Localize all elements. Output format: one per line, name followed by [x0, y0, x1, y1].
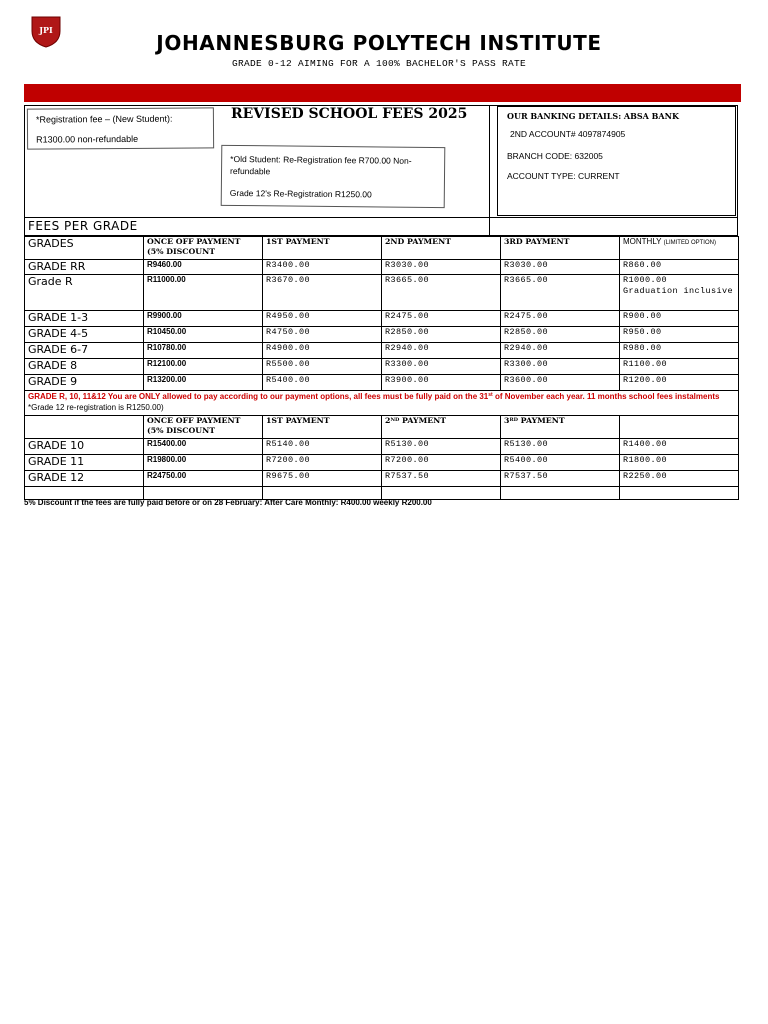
grade-cell: GRADE 9: [25, 375, 144, 391]
monthly-cell: R1100.00: [620, 359, 739, 375]
payment-notice: [25, 391, 739, 416]
third-payment-cell: R3030.00: [501, 260, 620, 275]
once-off-cell: R10450.00: [144, 327, 263, 343]
registration-line-1: *Registration fee – (New Student):: [35, 113, 173, 125]
once-off-cell: R15400.00: [144, 439, 263, 455]
table-row: [25, 439, 739, 455]
first-payment-cell: R5500.00: [263, 359, 382, 375]
once-off-header: ONCE OFF PAYMENT (5% DISCOUNT: [144, 237, 263, 260]
once-off-cell: R24750.00: [144, 471, 263, 487]
first-payment-cell: R7200.00: [263, 455, 382, 471]
third-payment-cell: R3600.00: [501, 375, 620, 391]
logo-text: JPI: [39, 25, 53, 35]
monthly-cell: R860.00: [620, 260, 739, 275]
first-payment-cell: R5140.00: [263, 439, 382, 455]
monthly-header-label: MONTHLY: [623, 237, 662, 246]
banking-heading: OUR BANKING DETAILS: ABSA BANK: [507, 111, 679, 121]
monthly-cell: R900.00: [620, 311, 739, 327]
first-payment-cell: R3670.00: [263, 275, 382, 311]
second-payment-cell: R3665.00: [382, 275, 501, 311]
notice-red-text-2: of November each year. 11 months school fees instalments: [492, 392, 720, 401]
third-payment-cell: R2940.00: [501, 343, 620, 359]
school-subtitle: GRADE 0-12 AIMING FOR A 100% BACHELOR'S PASS RATE: [231, 58, 527, 69]
once-off-cell: R12100.00: [144, 359, 263, 375]
first-payment-cell: R4900.00: [263, 343, 382, 359]
monthly-value: R1000.00: [623, 275, 668, 285]
banking-account-type: ACCOUNT TYPE: CURRENT: [507, 171, 620, 181]
once-off-cell: R9460.00: [144, 260, 263, 275]
second-sup: ND: [390, 417, 400, 423]
table-row: [25, 260, 739, 275]
banking-account: 2ND ACCOUNT# 4097874905: [510, 129, 626, 139]
grade-cell: GRADE 12: [25, 471, 144, 487]
third-word: PAYMENT: [517, 416, 565, 425]
second-payment-cell: R2850.00: [382, 327, 501, 343]
monthly-cell: R2250.00: [620, 471, 739, 487]
grade-cell: GRADE 11: [25, 455, 144, 471]
first-payment-cell: R9675.00: [263, 471, 382, 487]
old-student-line-2: refundable: [229, 166, 271, 177]
third-payment-cell: R3665.00: [501, 275, 620, 311]
grades-header: GRADES: [25, 237, 144, 260]
empty-cell: [620, 487, 739, 500]
frame-divider: [489, 105, 490, 236]
third-payment-cell: R5400.00: [501, 455, 620, 471]
second-word: PAYMENT: [399, 416, 447, 425]
empty-header-cell: [25, 416, 144, 439]
banking-branch: BRANCH CODE: 632005: [507, 151, 603, 161]
third-payment-cell: R2850.00: [501, 327, 620, 343]
grade-cell: GRADE 4-5: [25, 327, 144, 343]
third-payment-cell: R2475.00: [501, 311, 620, 327]
old-student-box: [221, 145, 446, 208]
revised-fees-title: REVISED SCHOOL FEES 2025: [231, 106, 468, 122]
second-payment-cell: R3300.00: [382, 359, 501, 375]
table-row: [25, 375, 739, 391]
red-divider-bar: [24, 84, 741, 102]
once-off-cell: R13200.00: [144, 375, 263, 391]
grade-cell: GRADE 1-3: [25, 311, 144, 327]
notice-superscript: st: [488, 392, 493, 398]
second-payment-cell: R7537.50: [382, 471, 501, 487]
notice-black-text: *Grade 12 re-registration is R1250.00): [28, 403, 164, 412]
grade-cell: GRADE 6-7: [25, 343, 144, 359]
second-payment-cell: R2475.00: [382, 311, 501, 327]
monthly-cell: [620, 275, 739, 311]
monthly-cell: R980.00: [620, 343, 739, 359]
first-payment-cell: R4750.00: [263, 327, 382, 343]
first-payment-cell: R5400.00: [263, 375, 382, 391]
fees-table: [24, 236, 739, 500]
monthly-cell: R1400.00: [620, 439, 739, 455]
table-row: [25, 471, 739, 487]
second-payment-cell: R3030.00: [382, 260, 501, 275]
table-row: [25, 343, 739, 359]
table-row: [25, 311, 739, 327]
table-row: [25, 359, 739, 375]
once-off-cell: R9900.00: [144, 311, 263, 327]
empty-cell: [501, 487, 620, 500]
third-num: 3: [504, 416, 510, 425]
second-payment-header: 2ND PAYMENT: [382, 237, 501, 260]
monthly-header-sub: (LIMITED OPTION): [663, 240, 716, 246]
once-off-cell: R11000.00: [144, 275, 263, 311]
second-payment-cell: R7200.00: [382, 455, 501, 471]
notice-row: [25, 391, 739, 416]
registration-line-2: R1300.00 non-refundable: [36, 133, 139, 145]
third-sup: RD: [509, 417, 518, 423]
grade-cell: GRADE RR: [25, 260, 144, 275]
notice-red-text-1: GRADE R, 10, 11&12 You are ONLY allowed to pay according to our payment options, all fees must be fully paid on the 31: [28, 392, 489, 401]
first-payment-header-2: 1ST PAYMENT: [263, 416, 382, 439]
empty-monthly-header-cell: [620, 416, 739, 439]
school-title: JOHANNESBURG POLYTECH INSTITUTE: [156, 31, 602, 55]
third-payment-header-2: [501, 416, 620, 439]
grade-cell: GRADE 10: [25, 439, 144, 455]
first-payment-cell: R4950.00: [263, 311, 382, 327]
banking-details-box: [497, 106, 736, 216]
monthly-cell: R1200.00: [620, 375, 739, 391]
second-num: 2: [385, 416, 391, 425]
first-payment-header: 1ST PAYMENT: [263, 237, 382, 260]
table-row: [25, 455, 739, 471]
once-off-cell: R10780.00: [144, 343, 263, 359]
monthly-header: [620, 237, 739, 260]
third-payment-cell: R7537.50: [501, 471, 620, 487]
old-student-line-1: *Old Student: Re-Registration fee R700.00 Non-: [230, 153, 412, 166]
first-payment-cell: R3400.00: [263, 260, 382, 275]
second-payment-header-2: [382, 416, 501, 439]
third-payment-header: 3RD PAYMENT: [501, 237, 620, 260]
once-off-cell: R19800.00: [144, 455, 263, 471]
third-payment-cell: R3300.00: [501, 359, 620, 375]
grade-cell: Grade R: [25, 275, 144, 311]
table-row: [25, 327, 739, 343]
fees-per-grade-label: FEES PER GRADE: [28, 219, 138, 233]
second-payment-cell: R3900.00: [382, 375, 501, 391]
monthly-cell: R950.00: [620, 327, 739, 343]
table-row: [25, 275, 739, 311]
monthly-cell: R1800.00: [620, 455, 739, 471]
monthly-note: Graduation inclusive: [623, 286, 734, 296]
table1-header-row: [25, 237, 739, 260]
third-payment-cell: R5130.00: [501, 439, 620, 455]
footer-discount-note: 5% Discount if the fees are fully paid before or on 28 February: After Care Monthly: R400.00 weekly R200.00: [24, 498, 432, 507]
second-payment-cell: R2940.00: [382, 343, 501, 359]
old-student-line-3: Grade 12's Re-Registration R1250.00: [229, 187, 372, 200]
registration-fee-box: [27, 107, 214, 149]
grade-cell: GRADE 8: [25, 359, 144, 375]
second-payment-cell: R5130.00: [382, 439, 501, 455]
once-off-header-2: ONCE OFF PAYMENT (5% DISCOUNT: [144, 416, 263, 439]
table2-header-row: [25, 416, 739, 439]
